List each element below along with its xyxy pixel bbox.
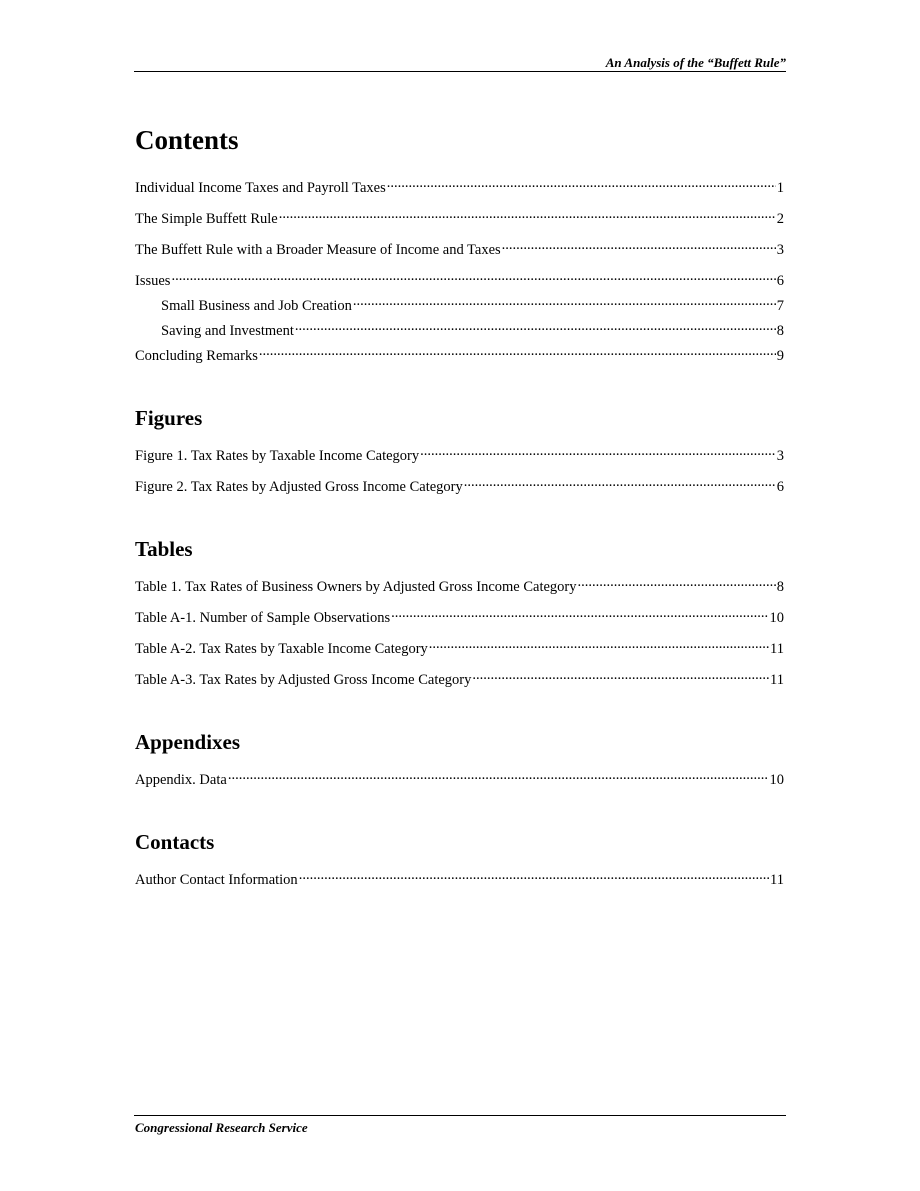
toc-entry-label: Individual Income Taxes and Payroll Taxes: [135, 180, 386, 196]
toc-entry[interactable]: [135, 343, 784, 365]
toc-leader-dots: [299, 867, 769, 884]
running-footer: Congressional Research Service: [135, 1120, 308, 1135]
toc-leader-dots: [472, 667, 769, 684]
toc-entry-page: 10: [769, 610, 784, 626]
toc-entry-page: 7: [776, 298, 784, 314]
toc-leader-dots: [228, 767, 769, 784]
toc-entry[interactable]: [135, 767, 784, 789]
toc-entry-page: 9: [776, 348, 784, 364]
toc-entry-label: The Buffett Rule with a Broader Measure of Income and Taxes: [135, 242, 501, 258]
contacts-title: Contacts: [135, 830, 215, 854]
toc-entry[interactable]: [135, 867, 784, 889]
toc-leader-dots: [429, 636, 769, 653]
contents-title: Contents: [135, 125, 239, 155]
toc-leader-dots: [353, 293, 776, 310]
toc-leader-dots: [464, 474, 776, 491]
toc-entry-label: Concluding Remarks: [135, 348, 258, 364]
toc-leader-dots: [259, 343, 776, 360]
figures-section: [135, 405, 784, 496]
toc-entry-label: Appendix. Data: [135, 772, 227, 788]
toc-entry-page: 8: [776, 579, 784, 595]
toc-entry-page: 8: [776, 323, 784, 339]
toc-entry-page: 11: [770, 672, 784, 688]
toc-entry[interactable]: [135, 175, 784, 197]
toc-leader-dots: [295, 318, 776, 335]
toc-entry-label: Table A-1. Number of Sample Observations: [135, 610, 391, 626]
running-header: An Analysis of the “Buffett Rule”: [605, 55, 786, 70]
contacts-section: [135, 829, 784, 889]
toc-entry-label: Figure 1. Tax Rates by Taxable Income Category: [135, 448, 420, 464]
toc-subentry[interactable]: [135, 293, 784, 315]
toc-leader-dots: [420, 443, 776, 460]
toc-entry[interactable]: [135, 474, 784, 496]
toc-entry-label: Saving and Investment: [161, 323, 294, 339]
toc-subentry[interactable]: [135, 318, 784, 340]
toc-entry-page: 3: [776, 242, 784, 258]
toc-entry-label: Author Contact Information: [135, 872, 298, 888]
toc-entry[interactable]: [135, 443, 784, 465]
toc-entry-label: Table 1. Tax Rates of Business Owners by Adjusted Gross Income Category: [135, 579, 577, 595]
toc-leader-dots: [387, 175, 776, 192]
toc-entry-page: 10: [769, 772, 784, 788]
toc-entry-page: 11: [770, 872, 784, 888]
toc-entry-page: 3: [776, 448, 784, 464]
header-rule: [134, 71, 786, 72]
tables-list: [135, 574, 784, 689]
toc-entry-page: 1: [776, 180, 784, 196]
footer-rule: [134, 1115, 786, 1116]
toc-entry[interactable]: [135, 636, 784, 658]
appendixes-list: [135, 767, 784, 789]
toc-entry-page: 2: [776, 211, 784, 227]
toc-leader-dots: [578, 574, 776, 591]
toc-entry-page: 11: [770, 641, 784, 657]
toc-leader-dots: [279, 206, 776, 223]
contents-list: [135, 175, 784, 365]
toc-entry-label: Issues: [135, 273, 171, 289]
toc-entry-label: The Simple Buffett Rule: [135, 211, 278, 227]
figures-list: [135, 443, 784, 496]
toc-entry-label: Figure 2. Tax Rates by Adjusted Gross Income Category: [135, 479, 463, 495]
toc-entry[interactable]: [135, 605, 784, 627]
toc-entry-label: Table A-2. Tax Rates by Taxable Income Category: [135, 641, 428, 657]
toc-entry-label: Table A-3. Tax Rates by Adjusted Gross Income Category: [135, 672, 472, 688]
toc-entry-page: 6: [776, 273, 784, 289]
toc-entry-label: Small Business and Job Creation: [161, 298, 352, 314]
toc-entry[interactable]: [135, 268, 784, 290]
appendixes-section: [135, 729, 784, 789]
toc-entry[interactable]: [135, 667, 784, 689]
figures-title: Figures: [135, 406, 203, 430]
toc-entry[interactable]: [135, 237, 784, 259]
toc-leader-dots: [391, 605, 768, 622]
contacts-list: [135, 867, 784, 889]
tables-section: [135, 536, 784, 689]
table-of-contents: [135, 122, 784, 898]
toc-entry[interactable]: [135, 574, 784, 596]
toc-entry-page: 6: [776, 479, 784, 495]
toc-leader-dots: [502, 237, 776, 254]
tables-title: Tables: [135, 537, 193, 561]
toc-entry[interactable]: [135, 206, 784, 228]
toc-leader-dots: [171, 268, 775, 285]
appendixes-title: Appendixes: [135, 730, 241, 754]
